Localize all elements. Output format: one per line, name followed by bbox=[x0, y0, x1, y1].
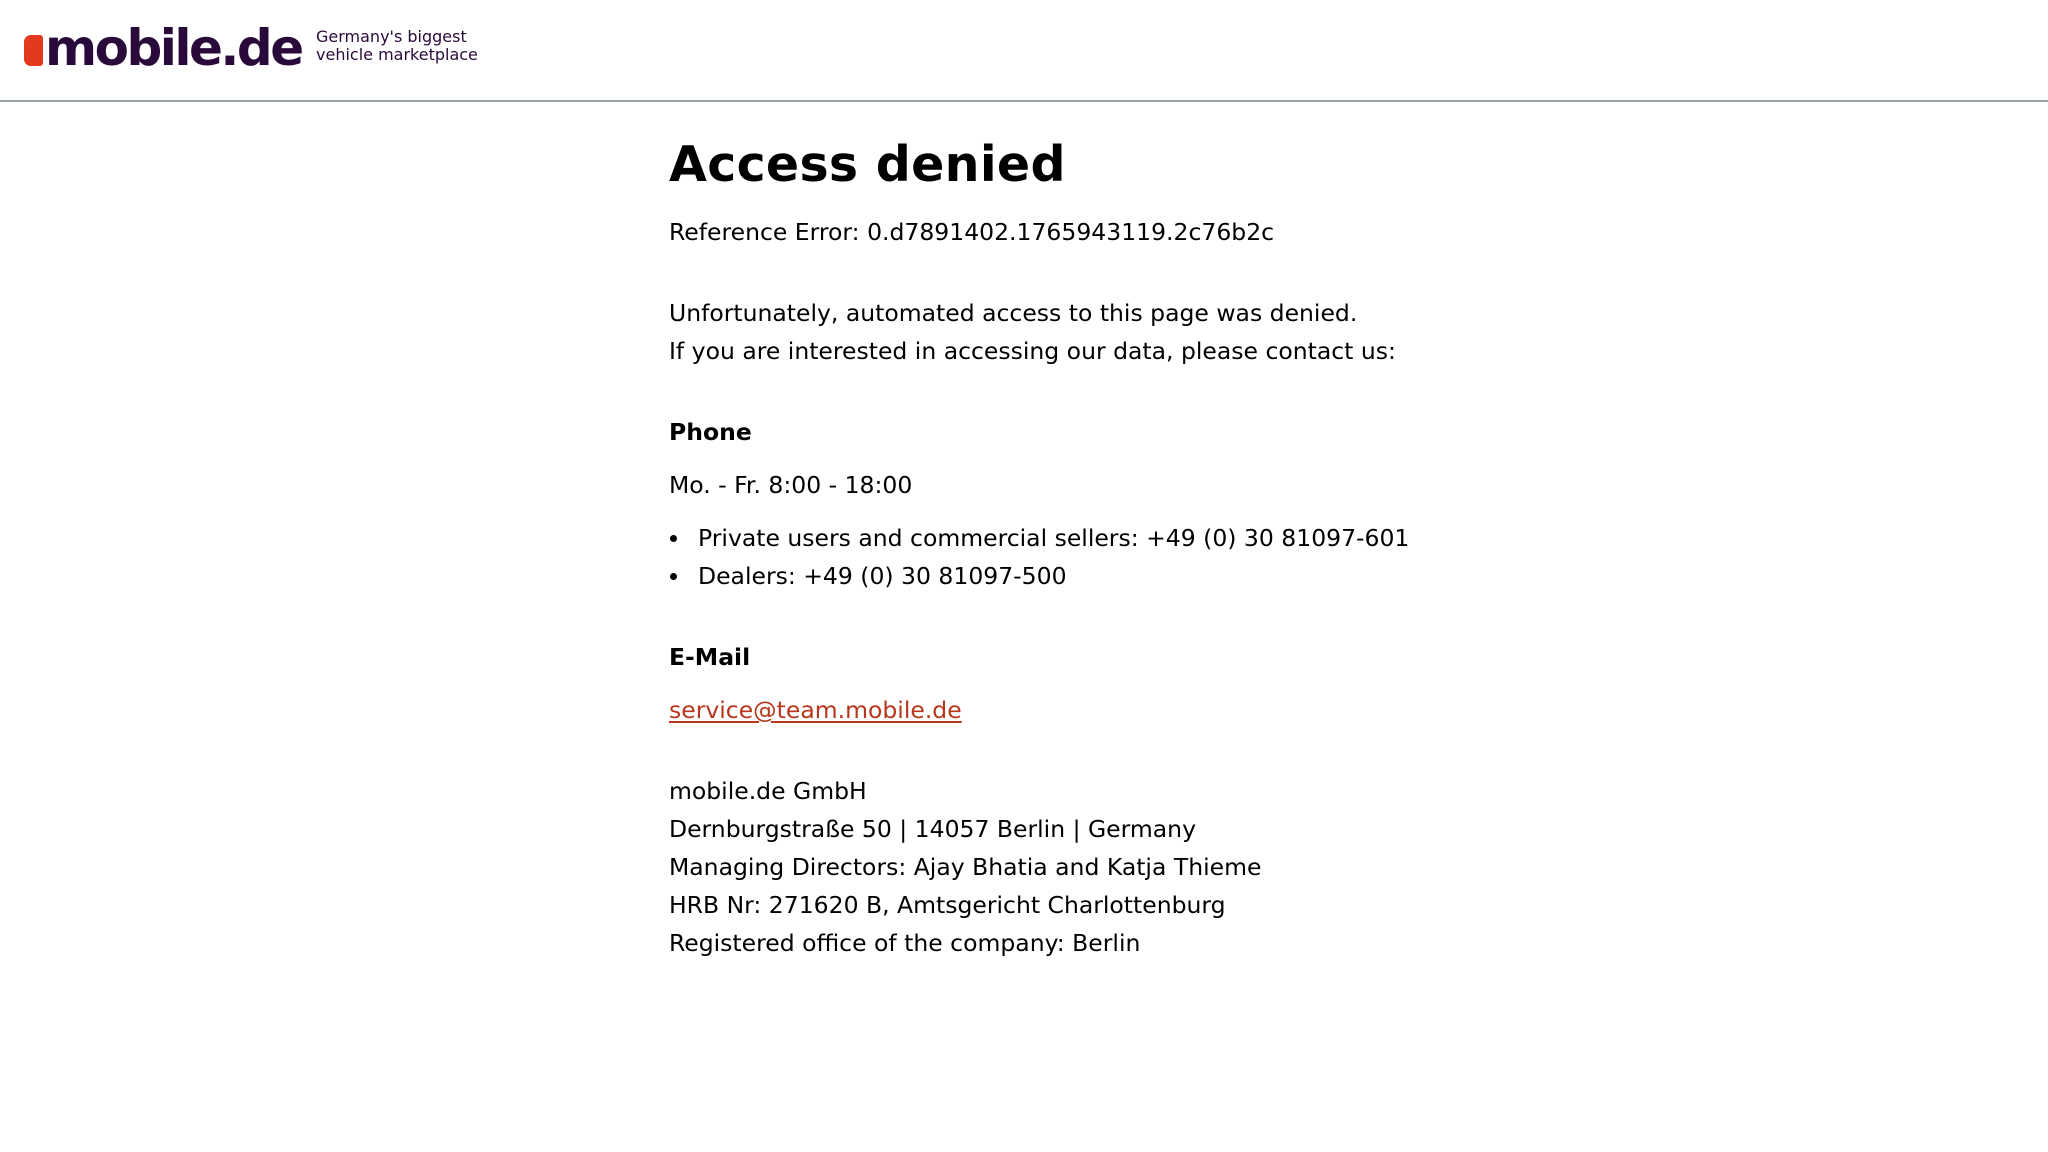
main-content bbox=[669, 132, 1429, 962]
page-title: Access denied bbox=[669, 136, 1066, 193]
intro-line-1: Unfortunately, automated access to this page was denied. bbox=[669, 299, 1358, 327]
company-directors: Managing Directors: Ajay Bhatia and Katja Thieme bbox=[669, 853, 1262, 881]
phone-hours: Mo. - Fr. 8:00 - 18:00 bbox=[669, 471, 913, 499]
logo-wordmark: mobile.de bbox=[45, 19, 302, 77]
site-header bbox=[0, 0, 2048, 102]
company-registry: HRB Nr: 271620 B, Amtsgericht Charlottenburg bbox=[669, 891, 1226, 919]
tagline bbox=[316, 28, 478, 64]
list-item bbox=[669, 519, 1429, 557]
intro-text bbox=[669, 294, 1429, 370]
email-heading: E-Mail bbox=[669, 643, 751, 671]
company-office: Registered office of the company: Berlin bbox=[669, 929, 1141, 957]
phone-number-private: Private users and commercial sellers: +49 (0) 30 81097-601 bbox=[698, 524, 1410, 552]
list-item bbox=[669, 557, 1429, 595]
company-name: mobile.de GmbH bbox=[669, 777, 867, 805]
phone-heading: Phone bbox=[669, 418, 752, 446]
tagline-line-2: vehicle marketplace bbox=[316, 45, 478, 64]
bullet-icon bbox=[670, 535, 677, 542]
logo-mark-icon bbox=[24, 35, 43, 66]
mobile-de-logo[interactable] bbox=[24, 18, 302, 78]
email-link[interactable]: service@team.mobile.de bbox=[669, 696, 962, 724]
phone-number-dealers: Dealers: +49 (0) 30 81097-500 bbox=[698, 562, 1067, 590]
intro-line-2: If you are interested in accessing our data, please contact us: bbox=[669, 337, 1396, 365]
tagline-line-1: Germany's biggest bbox=[316, 27, 467, 46]
company-address: Dernburgstraße 50 | 14057 Berlin | Germany bbox=[669, 815, 1196, 843]
reference-error: Reference Error: 0.d7891402.1765943119.2c76b2c bbox=[669, 218, 1275, 246]
phone-list bbox=[669, 519, 1429, 595]
company-info bbox=[669, 772, 1429, 962]
bullet-icon bbox=[670, 573, 677, 580]
